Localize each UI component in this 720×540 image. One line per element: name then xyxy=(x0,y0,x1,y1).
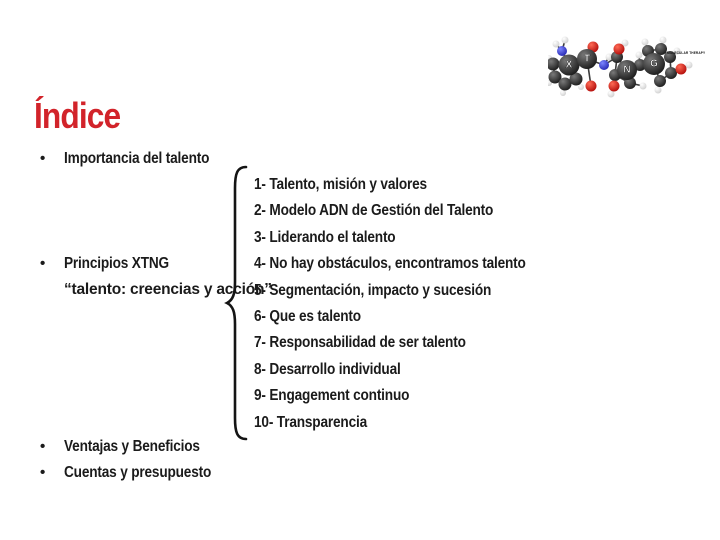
bullet-dot-icon xyxy=(40,254,64,273)
index-item-4: 4- No hay obstáculos, encontramos talento xyxy=(254,255,526,273)
bullet-dot-icon xyxy=(40,149,64,168)
molecule-graphic xyxy=(548,26,713,98)
bullet-sublabel: “talento: creencias y acción” xyxy=(64,281,272,298)
bullet-principios xyxy=(40,254,183,273)
molecule-logo xyxy=(548,26,713,98)
bullet-ventajas xyxy=(40,437,218,456)
atom-letter-t: T xyxy=(583,53,591,65)
index-item-5: 5- Segmentación, impacto y sucesión xyxy=(254,281,492,299)
bullet-dot-icon xyxy=(40,437,64,456)
index-item-3: 3- Liderando el talento xyxy=(254,228,396,246)
page-title: Índice xyxy=(34,95,121,136)
brace-graphic xyxy=(224,164,250,442)
bullet-importancia xyxy=(40,149,229,168)
atom-letter-n: N xyxy=(623,64,631,76)
index-item-6: 6- Que es talento xyxy=(254,307,361,325)
bullet-label: Principios XTNG xyxy=(64,255,169,272)
bullet-dot-icon xyxy=(40,463,64,482)
index-item-1: 1- Talento, misión y valores xyxy=(254,176,427,193)
index-list xyxy=(254,172,554,436)
atom-letter-x: X xyxy=(565,59,573,71)
index-item-8: 8- Desarrollo individual xyxy=(254,360,401,378)
bullet-label: Importancia del talento xyxy=(64,150,210,167)
bullet-label: Ventajas y Beneficios xyxy=(64,438,200,455)
index-item-2: 2- Modelo ADN de Gestión del Talento xyxy=(254,202,494,220)
index-item-10: 10- Transparencia xyxy=(254,413,368,431)
bullet-label: Cuentas y presupuesto xyxy=(64,464,212,481)
index-item-9: 9- Engagement continuo xyxy=(254,387,410,405)
logo-tagline: MOLECULAR THERAPY xyxy=(667,51,706,55)
atom-letter-g: G xyxy=(650,58,658,70)
bullet-cuentas xyxy=(40,463,231,482)
index-item-7: 7- Responsabilidad de ser talento xyxy=(254,334,466,352)
